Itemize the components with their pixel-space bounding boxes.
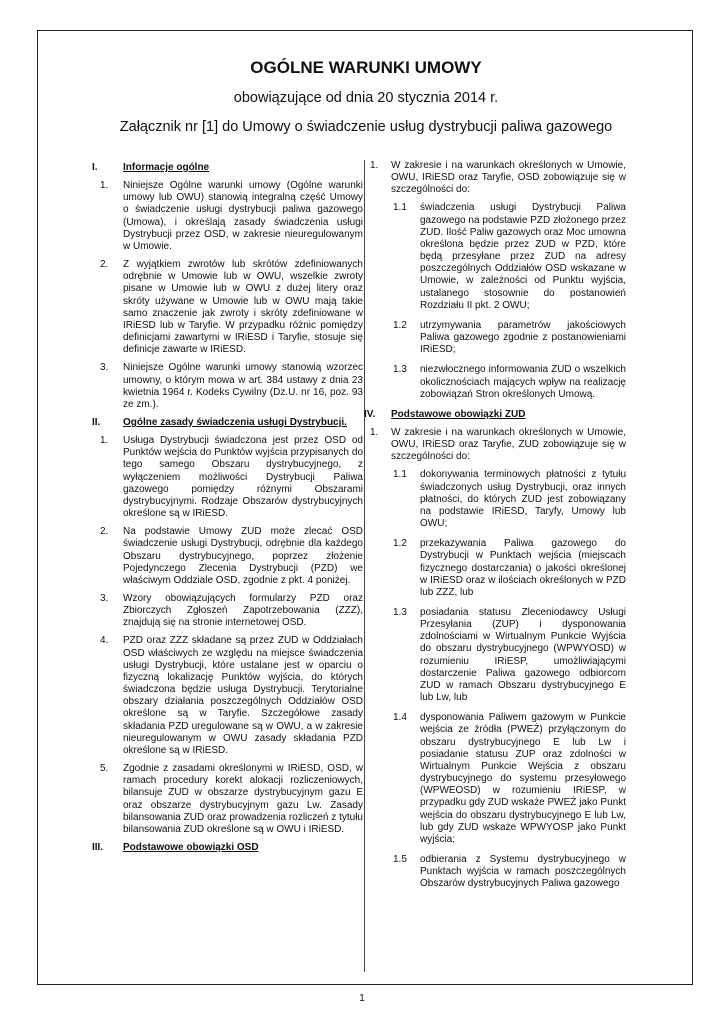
list-item: 4. PZD oraz ZZZ składane są przez ZUD w Oddziałach OSD właściwych ze względu na miejsce świadczenia usługi Dystrybucji, które ustalane jest w oparciu o fizyczną lokalizację Punktów wyjścia, do których świadczona będzie usługa Dystrybucji. Terytorialne obszary działania poszczególnych Oddziałów OSD określone są w Taryfie. Szczegółowe zasady składania PZD uregulowane są w OWU, a w zakresie nieuregulowanym w OWU zasady składania PZD określone są w IRiESD. bbox=[100, 635, 363, 756]
document-subtitle: obowiązujące od dnia 20 stycznia 2014 r. bbox=[233, 90, 499, 106]
page-number: 1 bbox=[359, 993, 365, 1004]
right-column bbox=[364, 160, 626, 898]
list-item: 3. Niniejsze Ogólne warunki umowy stanowią wzorzec umowny, o którym mowa w art. 384 ustawy z dnia 23 kwietnia 1964 r. Kodeks Cywilny (Dz.U. nr 16, poz. 93 ze zm.). bbox=[100, 362, 363, 410]
sub-item: 1.3 niezwłocznego informowania ZUD o wszelkich okolicznościach mających wpływ na realizację zobowiązań Stron określonych Umową. bbox=[393, 364, 626, 400]
sub-item: 1.5 odbierania z Systemu dystrybucyjnego w Punktach wyjścia w ramach poszczególnych Obszarów dystrybucyjnych Paliwa gazowego bbox=[393, 853, 626, 890]
sub-item: 1.1 świadczenia usługi Dystrybucji Paliwa gazowego na podstawie PZD złożonego przez ZUD. Ilość Paliw gazowych oraz Moc umowna określona będzie przez ZUD w PZD, które będą przesyłane przez ZUD na adresy poszczególnych Oddziałów OSD wskazane w Umowie, w zależności od Punktu wyjścia, ustalanego stosownie do postanowień Rozdziału II pkt. 2 OWU; bbox=[393, 202, 626, 311]
list-item: 2. Z wyjątkiem zwrotów lub skrótów zdefiniowanych odrębnie w Umowie lub w OWU, wszelkie zwroty pisane w Umowie lub w OWU z dużej litery oraz skróty używane w Umowie lub w OWU mają takie samo znaczenie jak zwroty i skróty zdefiniowane w IRiESD lub w Taryfie. W przypadku różnic pomiędzy definicjami zawartymi w IRiESD i Taryfie, stosuje się definicje zawarte w IRiESD. bbox=[100, 259, 363, 356]
annex-title: Załącznik nr [1] do Umowy o świadczenie usług dystrybucji paliwa gazowego bbox=[119, 119, 613, 135]
section-heading-3: III. Podstawowe obowiązki OSD bbox=[92, 841, 259, 853]
sub-item: 1.3 posiadania statusu Zleceniodawcy Usługi Przesyłania (ZUP) i dysponowania zdolnościami w Wirtualnym Punkcie Wyjścia do obszaru dystrybucyjnego (WPWYOSD) w rozumieniu IRiESP, umożliwiającymi dostarczenie Paliwa gazowego odbiorcom ZUD w ramach Obszaru dystrybucyjnego E lub Lw, lub bbox=[393, 607, 626, 704]
list-item: 1. W zakresie i na warunkach określonych w Umowie, OWU, IRiESD oraz Taryfie, OSD zobowiązuje się w szczególności do: bbox=[370, 160, 626, 196]
column-divider bbox=[364, 160, 365, 972]
list-item: 2. Na podstawie Umowy ZUD może zlecać OSD świadczenie usługi Dystrybucji, odrębnie dla każdego Obszaru dystrybucyjnego, poprzez złożenie Pojedynczego Zlecenia Dystrybucji (PZD) we właściwym Oddziale OSD, zgodnie z pkt. 4 poniżej. bbox=[100, 526, 363, 586]
section-heading-1: I. Informacje ogólne bbox=[92, 162, 210, 173]
sub-item: 1.2 przekazywania Paliwa gazowego do Dystrybucji w Punktach wejścia (miejscach fizycznego dostarczania) o jakości określonej w IRiESD oraz w ilościach określonych w PZD lub ZZZ, lub bbox=[393, 538, 626, 598]
list-item: 3. Wzory obowiązujących formularzy PZD oraz Zbiorczych Zgłoszeń Zapotrzebowania (ZZZ), znajdują się na stronie internetowej OSD. bbox=[100, 593, 363, 629]
left-column bbox=[90, 160, 363, 860]
section-heading-4: IV. Podstawowe obowiązki ZUD bbox=[364, 408, 526, 420]
list-item: 1. Usługa Dystrybucji świadczona jest przez OSD od Punktów wejścia do Punktów wyjścia przypisanych do tego samego Obszaru dystrybucyjnego, z wyłączeniem możliwości Dystrybucji Paliwa gazowego pomiędzy różnymi Obszarami dystrybucyjnymi. Rodzaje Obszarów dystrybucyjnych określone są w IRiESD. bbox=[100, 435, 363, 520]
list-item: 1. W zakresie i na warunkach określonych w Umowie, OWU, IRiESD oraz Taryfie, ZUD zobowiązuje się w szczególności do: bbox=[370, 426, 626, 463]
sub-item: 1.1 dokonywania terminowych płatności z tytułu świadczonych usług Dystrybucji, oraz innych płatności, do których ZUD jest zobowiązany na podstawie IRiESD, Taryfy, Umowy lub OWU; bbox=[393, 469, 626, 530]
list-item: 1. Niniejsze Ogólne warunki umowy (Ogólne warunki umowy lub OWU) stanowią integralną część Umowy o świadczenie usługi dystrybucji paliwa gazowego (Umowa), i określają zasady świadczenia usługi Dystrybucji przez OSD, w zakresie nieuregulowanym w Umowie. bbox=[100, 180, 363, 252]
list-item: 5. Zgodnie z zasadami określonymi w IRiESD, OSD, w ramach procedury korekt alokacji rozliczeniowych, bilansuje ZUD w obszarze dystrybucyjnym gazu E oraz obszarze dystrybucyjnym gazu Lw. Zasady bilansowania ZUD oraz prowadzenia rozliczeń z tytułu bilansowania ZUD określone są w OWU i IRiESD. bbox=[100, 763, 363, 835]
sub-item: 1.4 dysponowania Paliwem gazowym w Punkcie wejścia ze źródła (PWEŹ) przyłączonym do obszaru dystrybucyjnego E lub Lw i posiadanie statusu ZUP oraz zdolności w Wirtualnym Punkcie Wejścia z obszaru dystrybucyjnego do systemu przesyłowego (WPWEOSD) w rozumieniu IRiESP, w przypadku gdy ZUD wskaże PWEŹ jako Punkt wejścia do obszaru dystrybucyjnego E lub Lw, lub gdy ZUD wskaże WPWYOSP jako Punkt wyjścia; bbox=[393, 712, 626, 845]
section-heading-2: II. Ogólne zasady świadczenia usługi Dystrybucji. bbox=[92, 416, 347, 428]
sub-item: 1.2 utrzymywania parametrów jakościowych Paliwa gazowego zgodnie z postanowieniami IRiESD; bbox=[393, 319, 626, 356]
document-title: OGÓLNE WARUNKI UMOWY bbox=[250, 58, 482, 77]
